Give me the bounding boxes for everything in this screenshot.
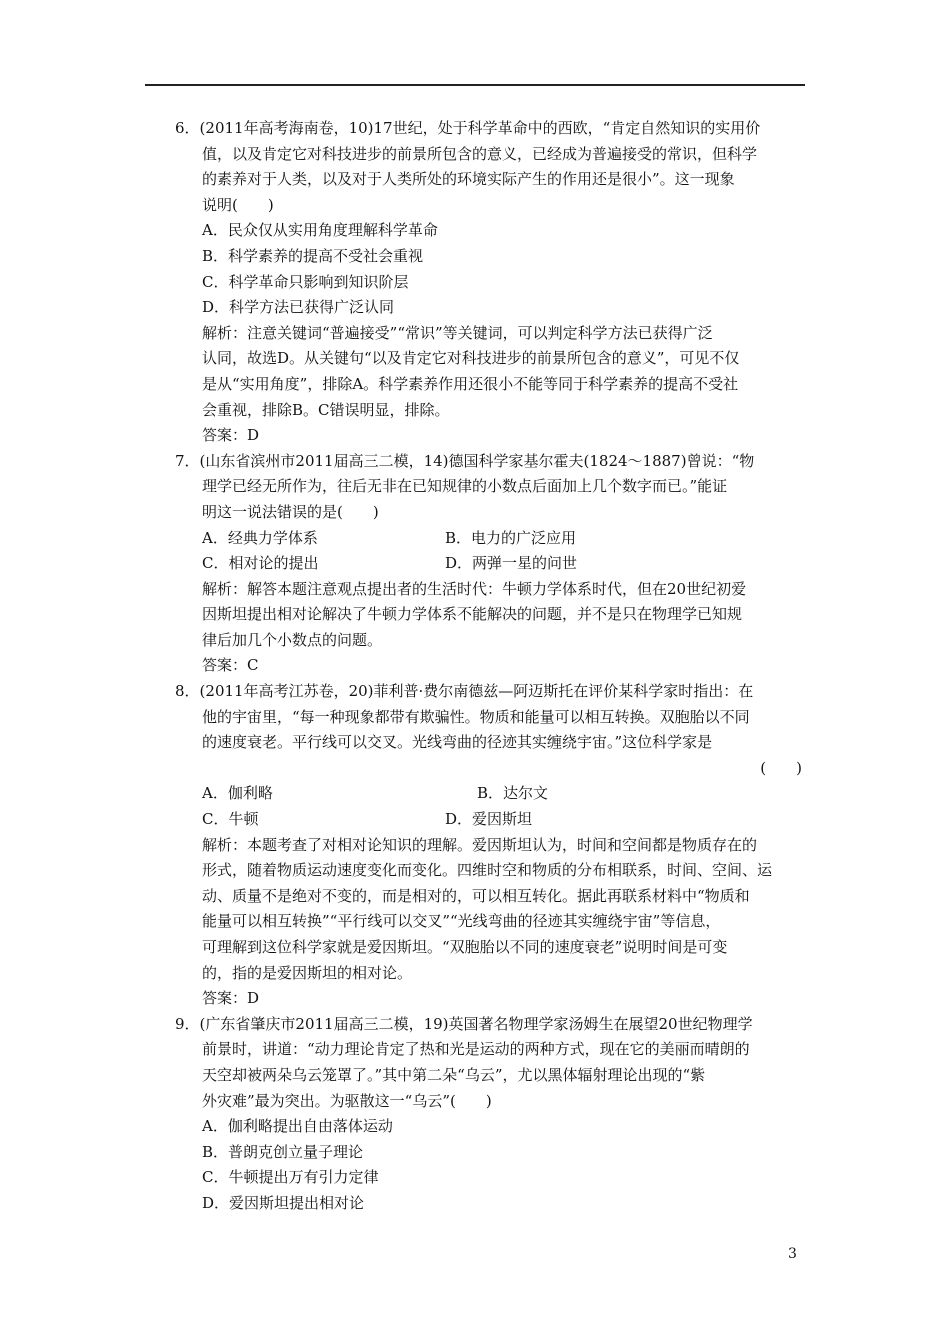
question-stem-line: 7．(山东省滨州市2011届高三二模，14)德国科学家基尔霍夫(1824～1887)曾说：“物	[175, 451, 755, 470]
question-stem-line: 他的宇宙里，“每一种现象都带有欺骗性。物质和能量可以相互转换。双胞胎以不同	[202, 707, 750, 726]
options-row	[202, 526, 817, 552]
option-c: C．科学革命只影响到知识阶层	[202, 272, 409, 291]
question-stem-line: 明这一说法错误的是( )	[202, 502, 379, 521]
question-stem-line: 的素养对于人类，以及对于人类所处的环境实际产生的作用还是很小”。这一现象	[202, 170, 735, 189]
header-rule	[145, 84, 805, 86]
analysis-line: 认同，故选D。从关键句“以及肯定它对科技进步的前景所包含的意义”，可见不仅	[202, 349, 740, 368]
question-stem-line: 的速度衰老。平行线可以交叉。光线弯曲的径迹其实缠绕宇宙。”这位科学家是	[202, 733, 713, 752]
analysis-line: 解析：本题考查了对相对论知识的理解。爱因斯坦认为，时间和空间都是物质存在的	[202, 835, 758, 854]
answer: 答案：D	[202, 426, 260, 445]
answer-bracket: ( )	[760, 758, 802, 777]
option-a: A．经典力学体系	[202, 528, 318, 547]
analysis-line: 律后加几个小数点的问题。	[202, 630, 383, 649]
analysis-line: 因斯坦提出相对论解决了牛顿力学体系不能解决的问题，并不是只在物理学已知规	[202, 605, 743, 624]
option-d: D．科学方法已获得广泛认同	[202, 298, 395, 317]
question-7	[175, 449, 817, 679]
options-row	[202, 551, 817, 577]
option-b: B．科学素养的提高不受社会重视	[202, 246, 424, 265]
analysis-line: 解析：注意关键词“普遍接受”“常识”等关键词，可以判定科学方法已获得广泛	[202, 323, 713, 342]
question-stem-line: 外灾难”最为突出。为驱散这一“乌云”( )	[202, 1091, 492, 1110]
option-b: B．电力的广泛应用	[445, 528, 577, 547]
question-stem-line: 值，以及肯定它对科技进步的前景所包含的意义，已经成为普遍接受的常识，但科学	[202, 144, 758, 163]
question-stem-line: 9．(广东省肇庆市2011届高三二模，19)英国著名物理学家汤姆生在展望20世纪物理学	[175, 1014, 753, 1033]
analysis-line: 会重视，排除B。C错误明显，排除。	[202, 400, 450, 419]
analysis-line: 能量可以相互转换”“平行线可以交叉”“光线弯曲的径迹其实缠绕宇宙”等信息，	[202, 912, 721, 931]
question-8	[175, 679, 817, 1012]
option-a: A．民众仅从实用角度理解科学革命	[202, 221, 438, 240]
analysis-line: 是从“实用角度”，排除A。科学素养作用还很小不能等同于科学素养的提高不受社	[202, 374, 739, 393]
option-a: A．伽利略	[202, 784, 273, 803]
option-c: C．相对论的提出	[202, 554, 319, 573]
option-d: D．爱因斯坦	[445, 810, 533, 829]
option-b: B．普朗克创立量子理论	[202, 1142, 364, 1161]
page-content	[175, 116, 817, 1217]
option-a: A．伽利略提出自由落体运动	[202, 1117, 393, 1136]
option-d: D．两弹一星的问世	[445, 554, 578, 573]
question-stem-line: 天空却被两朵乌云笼罩了。”其中第二朵“乌云”，尤以黑体辐射理论出现的“紫	[202, 1065, 706, 1084]
question-stem-line: 8．(2011年高考江苏卷，20)菲利普·费尔南德兹—阿迈斯托在评价某科学家时指出：在	[175, 682, 754, 701]
analysis-line: 动、质量不是绝对不变的，而是相对的，可以相互转化。据此再联系材料中“物质和	[202, 886, 750, 905]
options-row	[202, 807, 817, 833]
question-9	[175, 1012, 817, 1217]
answer: 答案：D	[202, 989, 260, 1008]
question-stem-line: 6．(2011年高考海南卷，10)17世纪，处于科学革命中的西欧，“肯定自然知识的实用价	[175, 119, 761, 137]
answer: 答案：C	[202, 656, 259, 675]
analysis-line: 的，指的是爱因斯坦的相对论。	[202, 963, 413, 982]
option-c: C．牛顿提出万有引力定律	[202, 1168, 379, 1187]
analysis-line: 可理解到这位科学家就是爱因斯坦。“双胞胎以不同的速度衰老”说明时间是可变	[202, 938, 728, 956]
options-row	[202, 781, 817, 807]
question-6	[175, 116, 817, 449]
analysis-line: 形式，随着物质运动速度变化而变化。四维时空和物质的分布相联系，时间、空间、运	[202, 861, 773, 880]
question-stem-line: 理学已经无所作为，往后无非在已知规律的小数点后面加上几个数字而已。”能证	[202, 477, 728, 496]
option-b: B．达尔文	[477, 784, 549, 803]
analysis-line: 解析：解答本题注意观点提出者的生活时代：牛顿力学体系时代，但在20世纪初爱	[202, 579, 747, 598]
question-stem-line: 说明( )	[202, 195, 274, 214]
page-number: 3	[788, 1246, 797, 1262]
option-d: D．爱因斯坦提出相对论	[202, 1193, 365, 1212]
question-stem-line: 前景时，讲道：“动力理论肯定了热和光是运动的两种方式，现在它的美丽而晴朗的	[202, 1040, 750, 1059]
option-c: C．牛顿	[202, 810, 259, 829]
